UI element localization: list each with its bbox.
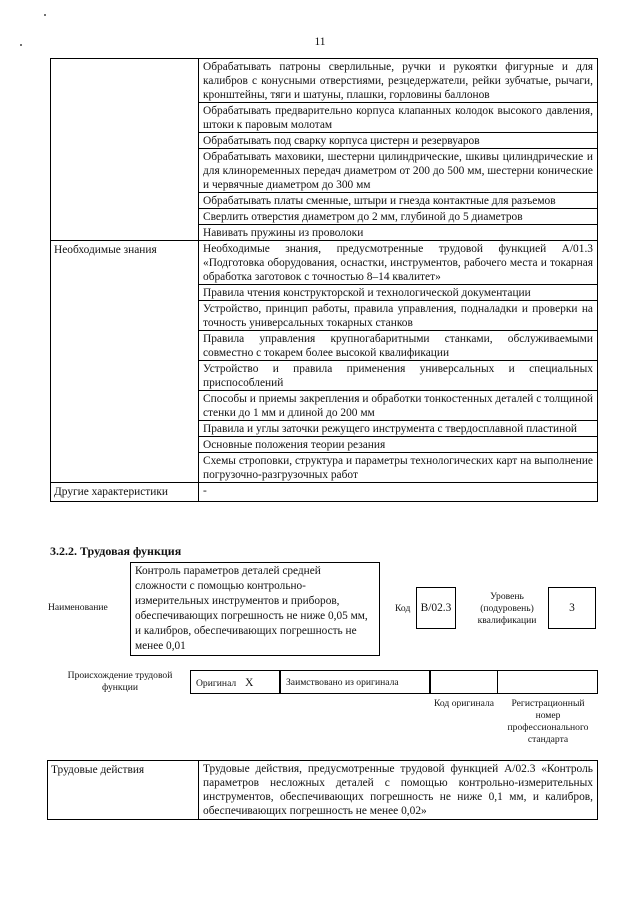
scan-speck [44, 14, 46, 16]
registration-number-cell [497, 670, 598, 694]
skill-row: Обрабатывать под сварку корпуса цистерн и резервуаров [199, 133, 598, 149]
skill-row: Обрабатывать маховики, шестерни цилиндрические, шкивы цилиндрические и для клиноременных передач диаметром от 200 до 500 мм, шестерни конические и червячные диаметром до 300 мм [199, 149, 598, 193]
page-number: 11 [314, 36, 326, 48]
table-row [51, 483, 598, 502]
origin-code-caption: Код оригинала [433, 698, 495, 709]
table-row [51, 241, 598, 285]
level-label: Уровень (подуровень) квалификации [477, 591, 537, 626]
origin-label: Происхождение трудовой функции [67, 670, 173, 693]
actions-row: Трудовые действия, предусмотренные трудовой функцией А/02.3 «Контроль параметров несложных деталей с помощью контрольно-измерительных инструментов, обеспечивающих погрешность не ниже 0,1 мм, и калибров, обеспечивающих погрешность не менее 0,02» [199, 761, 598, 820]
function-code-box: B/02.3 [416, 587, 456, 629]
knowledge-row: Основные положения теории резания [199, 437, 598, 453]
skill-row: Сверлить отверстия диаметром до 2 мм, глубиной до 5 диаметров [199, 209, 598, 225]
borrowed-cell: Заимствовано из оригинала [280, 670, 430, 694]
other-value: - [199, 483, 598, 502]
other-label: Другие характеристики [51, 483, 199, 502]
skill-row: Обрабатывать патроны сверлильные, ручки и рукоятки фигурные и для калибров с конусными отверстиями, резцедержатели, рейки зубчатые, рычаги, кронштейны, тяги и шатуны, плашки, горловины баллонов [199, 59, 598, 103]
original-label: Оригинал [196, 678, 237, 689]
knowledge-row: Способы и приемы закрепления и обработки тонкостенных деталей с толщиной стенки до 1 мм и длиной до 200 мм [199, 391, 598, 421]
name-label: Наименование [48, 602, 108, 613]
skill-row: Обрабатывать платы сменные, штыри и гнезда контактные для разъемов [199, 193, 598, 209]
code-label: Код [395, 603, 411, 614]
table-row [48, 761, 598, 820]
original-mark: X [245, 677, 254, 689]
origin-code-cell [430, 670, 498, 694]
knowledge-row: Необходимые знания, предусмотренные трудовой функцией А/01.3 «Подготовка оборудования, оснастки, инструментов, рабочего места и токарная обработка заготовок с точностью 8–14 квалитет» [199, 241, 598, 285]
registration-caption: Регистрационный номер профессионального стандарта [507, 698, 589, 745]
skills-label-cell [51, 59, 199, 241]
knowledge-label: Необходимые знания [51, 241, 199, 483]
knowledge-row: Схемы строповки, структура и параметры технологических карт на выполнение погрузочно-разгрузочных работ [199, 453, 598, 483]
actions-table [47, 760, 598, 820]
level-value-box: 3 [548, 587, 596, 629]
knowledge-row: Устройство, принцип работы, правила управления, подналадки и проверки на точность универсальных токарных станков [199, 301, 598, 331]
actions-label: Трудовые действия [48, 761, 199, 820]
section-title: 3.2.2. Трудовая функция [50, 544, 182, 558]
function-name-box: Контроль параметров деталей средней сложности с помощью контрольно-измерительных инструментов и приборов, обеспечивающих погрешность не ниже 0,05 мм, и калибров, обеспечивающих погрешность не менее 0,01 [130, 562, 380, 656]
original-cell [190, 670, 280, 694]
skill-row: Обрабатывать предварительно корпуса клапанных колодок высокого давления, штоки к паровым молотам [199, 103, 598, 133]
knowledge-row: Правила управления крупногабаритными станками, обслуживаемыми совместно с токарем более высокой квалификации [199, 331, 598, 361]
knowledge-row: Правила чтения конструкторской и технологической документации [199, 285, 598, 301]
knowledge-row: Правила и углы заточки режущего инструмента с твердосплавной пластиной [199, 421, 598, 437]
knowledge-row: Устройство и правила применения универсальных и специальных приспособлений [199, 361, 598, 391]
requirements-table [50, 58, 598, 502]
skill-row: Навивать пружины из проволоки [199, 225, 598, 241]
table-row [51, 59, 598, 103]
